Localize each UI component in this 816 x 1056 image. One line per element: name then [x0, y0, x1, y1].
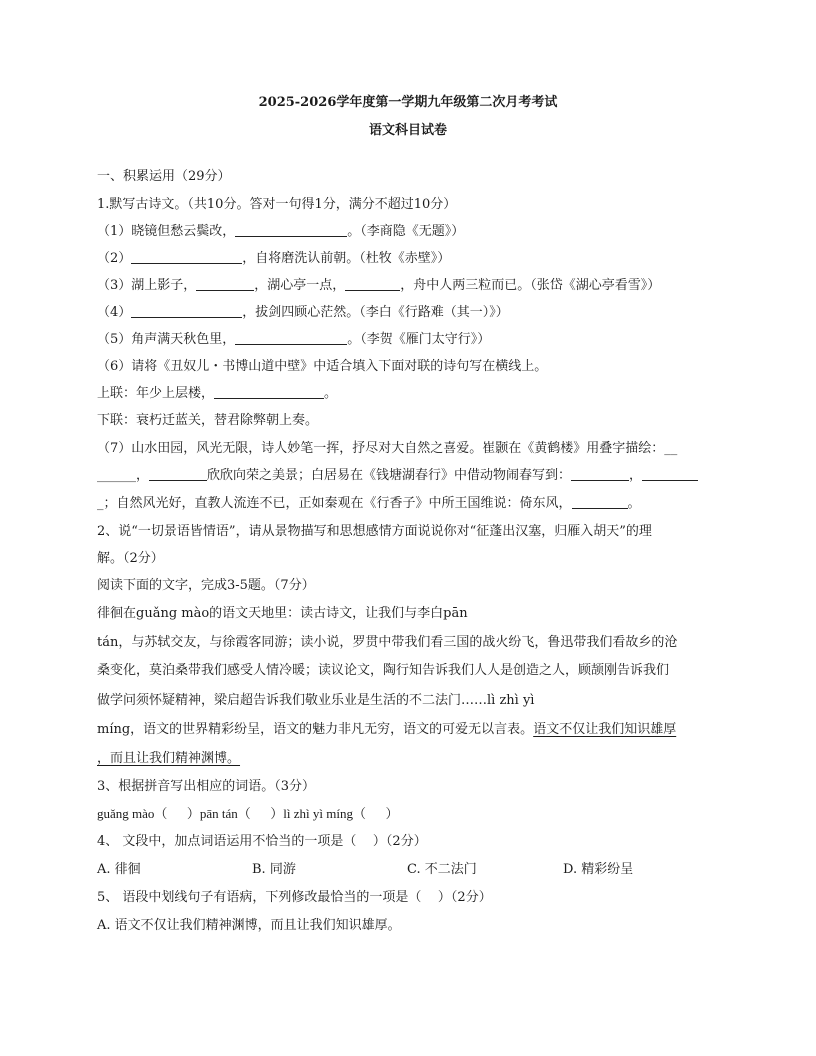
q1-line-7a: （7）山水田园，风光无限，诗人妙笔一挥，抒尽对大自然之喜爱。崔颢在《黄鹤楼》用叠字描绘：__ [97, 441, 678, 456]
exam-title: 2025-2026学年度第一学期九年级第二次月考考试 [258, 95, 558, 110]
q1-line-3: （3）湖上影子， ，湖心亭一点， ，舟中人两三粒而已。（张岱《湖心亭看雪》） [97, 278, 661, 293]
answer-blank[interactable] [642, 467, 698, 481]
q1-line-5: （5）角声满天秋色里， 。（李贺《雁门太守行》） [97, 332, 491, 347]
q4-option-a[interactable]: A. 徘徊 [97, 862, 141, 877]
underlined-sentence: 语文不仅让我们知识雄厚 [533, 722, 677, 737]
underlined-sentence: ，而且让我们精神渊博。 [97, 751, 241, 766]
q1-line-7c: _；自然风光好，直教人流连不已，正如秦观在《行香子》中所王国维说：倚东风， 。 [97, 496, 641, 511]
q1-line-7b: ______， 欣欣向荣之美景；白居易在《钱塘湖春行》中借动物闹春写到： ， [97, 467, 698, 485]
answer-blank[interactable] [196, 277, 254, 291]
q2-line-1: 2、说“一切景语皆情语”，请从景物描写和思想感情方面说说你对“征蓬出汉塞，归雁入胡天”的理 [97, 524, 652, 539]
answer-blank[interactable] [149, 467, 207, 481]
answer-blank[interactable] [235, 331, 347, 345]
q4-prompt: 4、 文段中，加点词语运用不恰当的一项是（ ）（2分） [97, 834, 427, 849]
q1-line-2: （2） ，自将磨洗认前朝。（杜牧《赤壁》） [97, 251, 451, 266]
answer-blank[interactable] [345, 277, 400, 291]
couplet-upper: 上联：年少上层楼， 。 [97, 386, 338, 401]
q1-line-4: （4） ，拔剑四顾心茫然。（李白《行路难（其一）》） [97, 305, 509, 320]
reading-passage-line: 桑变化，莫泊桑带我们感受人情冷暖；读议论文，陶行知告诉我们人人是创造之人，顾颉刚告诉我们 [97, 663, 670, 678]
q4-option-d[interactable]: D. 精彩纷呈 [563, 862, 634, 877]
answer-blank[interactable] [235, 223, 347, 237]
q5-prompt: 5、 语段中划线句子有语病，下列修改最恰当的一项是（ ）（2分） [97, 890, 492, 905]
q2-line-2: 解。（2分） [97, 551, 164, 566]
answer-blank[interactable] [571, 467, 629, 481]
answer-blank[interactable] [214, 385, 324, 399]
reading-passage-line: 做学问须怀疑精神，梁启超告诉我们敬业乐业是生活的不二法门……lì zhì yì [97, 693, 535, 708]
section-heading: 一、积累运用（29分） [97, 169, 231, 184]
reading-intro: 阅读下面的文字，完成3-5题。（7分） [97, 578, 315, 593]
reading-passage-line: tán，与苏轼交友，与徐霞客同游；读小说，罗贯中带我们看三国的战火纷飞，鲁迅带我们看故乡的沧 [97, 635, 678, 650]
q3-prompt: 3、根据拼音写出相应的词语。（3分） [97, 779, 316, 794]
reading-passage-line: 徘徊在guǎng mào的语文天地里：读古诗文，让我们与李白pān [97, 606, 468, 621]
reading-passage-line: míng，语文的世界精彩纷呈，语文的魅力非凡无穷，语文的可爱无以言表。语文不仅让我们知识雄厚 [97, 722, 677, 737]
q1-line-6: （6）请将《丑奴儿・书博山道中壁》中适合填入下面对联的诗句写在横线上。 [97, 359, 548, 374]
reading-passage-line [97, 750, 240, 768]
answer-blank[interactable] [572, 495, 628, 509]
q1-intro: 1.默写古诗文。（共10分。答对一句得1分，满分不超过10分） [97, 197, 457, 212]
exam-subtitle: 语文科目试卷 [368, 123, 447, 138]
q5-option-a[interactable]: A. 语文不仅让我们精神渊博，而且让我们知识雄厚。 [97, 918, 401, 933]
q1-line-1: （1）晓镜但愁云鬓改， 。（李商隐《无题》） [97, 224, 465, 239]
q4-option-b[interactable]: B. 同游 [252, 862, 296, 877]
answer-blank[interactable] [131, 250, 242, 264]
couplet-lower: 下联：衰朽迁蓝关，替君除弊朝上奏。 [97, 413, 319, 428]
answer-blank[interactable] [131, 304, 242, 318]
q4-option-c[interactable]: C. 不二法门 [407, 862, 477, 877]
q3-pinyin-line: guǎng mào（ ）pān tán（ ）lì zhì yì míng（ ） [97, 806, 399, 821]
